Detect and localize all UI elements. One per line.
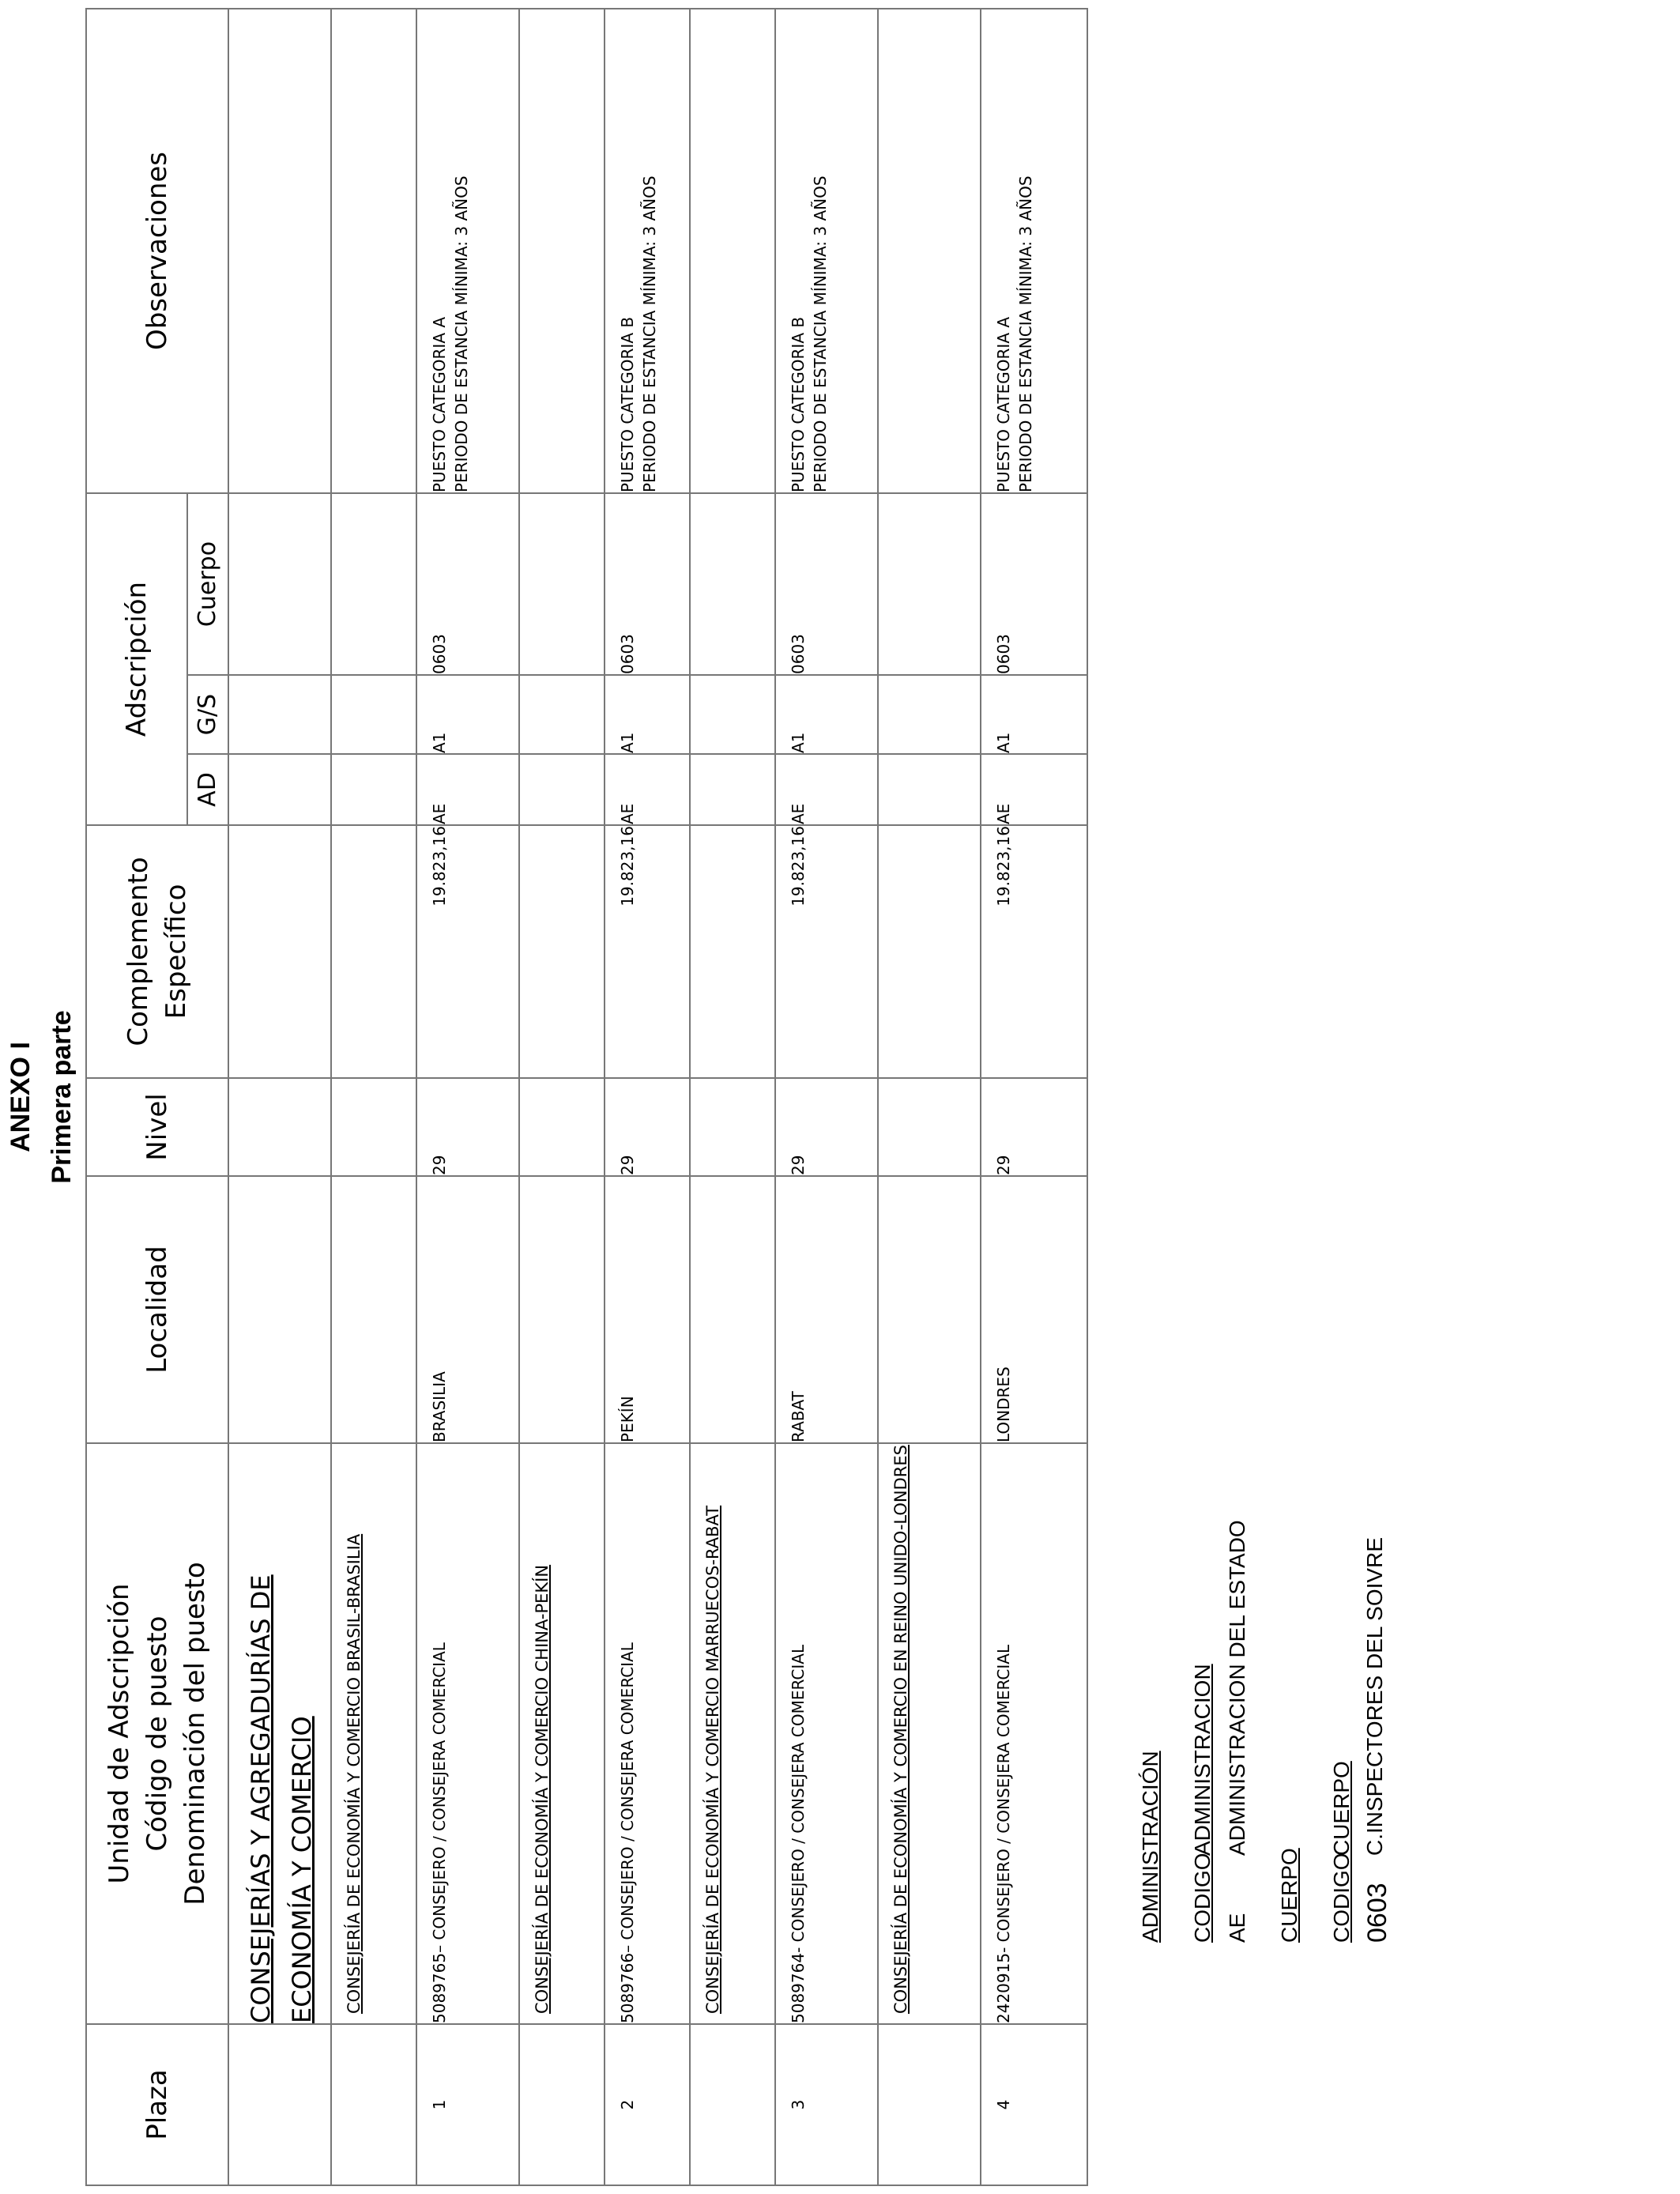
legend-cuerpo-header-row [1329,1231,1361,1943]
header-unidad-line2: Código de puesto [141,1615,173,1852]
gs-cell: A1 [416,675,519,754]
ad-cell: AE [416,754,519,825]
annex-subtitle: Primera parte [47,1010,77,1184]
observaciones-cell [605,9,690,493]
unit-name: CONSEJERÍA DE ECONOMÍA Y COMERCIO BRASIL-BRASILIA [331,1443,416,2024]
localidad-cell: PEKÍN [605,1176,690,1443]
plaza-cell: 2 [605,2024,690,2185]
ad-cell: AE [775,754,878,825]
gs-cell: A1 [605,675,690,754]
legend-admin-code: AE [1225,1913,1249,1943]
observaciones-cell [981,9,1087,493]
legend-administracion-label: ADMINISTRACION [1190,1664,1215,1856]
ad-cell: AE [981,754,1087,825]
gs-cell: A1 [981,675,1087,754]
legend-admin-name: ADMINISTRACION DEL ESTADO [1225,1520,1249,1856]
header-complemento-line1: Complemento [122,857,154,1046]
localidad-cell: BRASILIA [416,1176,519,1443]
annex-title: ANEXO I [6,1042,36,1152]
localidad-cell: LONDRES [981,1176,1087,1443]
legend-cuerpo-label: CUERPO [1329,1761,1354,1856]
header-complemento [86,825,228,1078]
plaza-cell: 1 [416,2024,519,2185]
complemento-cell: 19.823,16 [981,825,1087,1078]
complemento-cell: 19.823,16 [605,825,690,1078]
post-cell: 5089765– CONSEJERO / CONSEJERA COMERCIAL [416,1443,519,2024]
header-gs: G/S [187,675,228,754]
header-unidad-line1: Unidad de Adscripción [104,1583,135,1884]
cuerpo-cell: 0603 [981,493,1087,675]
cuerpo-cell: 0603 [775,493,878,675]
table-row-group-main [228,9,331,2185]
header-cuerpo: Cuerpo [187,493,228,675]
complemento-cell: 19.823,16 [416,825,519,1078]
header-localidad: Localidad [86,1176,228,1443]
legend-codigo-label: CODIGO [1190,1853,1215,1943]
legend-admin-row [1225,1231,1256,1943]
complemento-cell: 19.823,16 [775,825,878,1078]
header-ad: AD [187,754,228,825]
table-row-group [690,9,775,2185]
header-unidad [86,1443,228,2024]
legend-cuerpo-row [1362,1231,1397,1943]
observacion-categoria: PUESTO CATEGORIA B [618,316,637,492]
nivel-cell: 29 [981,1078,1087,1176]
post-cell: 5089766– CONSEJERO / CONSEJERA COMERCIAL [605,1443,690,2024]
localidad-cell: RABAT [775,1176,878,1443]
main-unit-name: CONSEJERÍAS Y AGREGADURÍAS DE ECONOMÍA Y COMERCIO [228,1443,331,2024]
header-nivel: Nivel [86,1078,228,1176]
legend-admin-header-row [1190,1231,1222,1943]
unit-name: CONSEJERÍA DE ECONOMÍA Y COMERCIO CHINA-PEKÍN [519,1443,605,2024]
observacion-estancia: PERIODO DE ESTANCIA MÍNIMA: 3 AÑOS [1016,175,1035,492]
legend-cuerpo-name: C.INSPECTORES DEL SOIVRE [1362,1537,1387,1856]
table-row-group [519,9,605,2185]
legend-cuerpo-code: 0603 [1362,1883,1392,1943]
table-row [981,9,1087,2185]
header-adscripcion: Adscripción [86,493,187,825]
table-row [775,9,878,2185]
positions-table [85,8,1088,2186]
observacion-estancia: PERIODO DE ESTANCIA MÍNIMA: 3 AÑOS [640,175,659,492]
table-row-group [878,9,981,2185]
plaza-cell: 4 [981,2024,1087,2185]
observacion-categoria: PUESTO CATEGORIA A [430,316,449,492]
observacion-estancia: PERIODO DE ESTANCIA MÍNIMA: 3 AÑOS [452,175,471,492]
nivel-cell: 29 [416,1078,519,1176]
nivel-cell: 29 [775,1078,878,1176]
header-plaza: Plaza [86,2024,228,2185]
header-complemento-line2: Específico [160,884,192,1020]
nivel-cell: 29 [605,1078,690,1176]
observaciones-cell [416,9,519,493]
post-cell: 2420915- CONSEJERO / CONSEJERA COMERCIAL [981,1443,1087,2024]
unit-name: CONSEJERÍA DE ECONOMÍA Y COMERCIO EN REINO UNIDO-LONDRES [878,1443,981,2024]
plaza-cell: 3 [775,2024,878,2185]
table-row [416,9,519,2185]
gs-cell: A1 [775,675,878,754]
legend-codigo-label: CODIGO [1329,1853,1354,1943]
unit-name: CONSEJERÍA DE ECONOMÍA Y COMERCIO MARRUECOS-RABAT [690,1443,775,2024]
observacion-estancia: PERIODO DE ESTANCIA MÍNIMA: 3 AÑOS [811,175,830,492]
ad-cell: AE [605,754,690,825]
legend-cuerpo-title: CUERPO [1277,1848,1301,1943]
observacion-categoria: PUESTO CATEGORIA B [789,316,808,492]
header-observaciones: Observaciones [86,9,228,493]
legend-administracion-title: ADMINISTRACIÓN [1138,1751,1162,1943]
cuerpo-cell: 0603 [416,493,519,675]
table-row [605,9,690,2185]
observacion-categoria: PUESTO CATEGORIA A [994,316,1013,492]
header-unidad-line3: Denominación del puesto [179,1562,211,1906]
observaciones-cell [775,9,878,493]
cuerpo-cell: 0603 [605,493,690,675]
post-cell: 5089764- CONSEJERO / CONSEJERA COMERCIAL [775,1443,878,2024]
table-row-group [331,9,416,2185]
